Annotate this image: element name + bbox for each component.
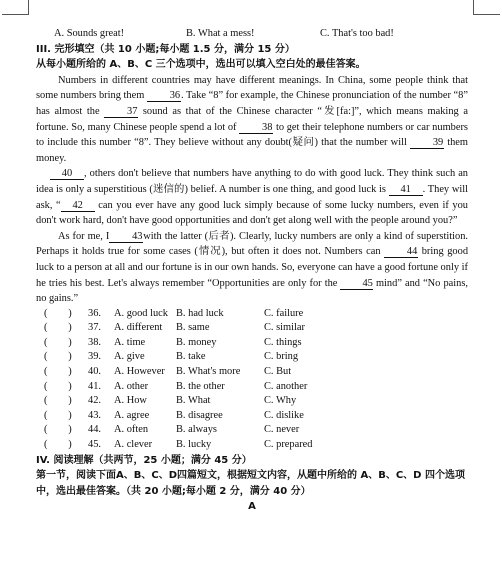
text: , others don't believe that numbers have anything to do with good luck. They think such an idea is only a superstitious (迷信的) belief. A number is one thing, and good luck is [36, 168, 468, 195]
option-b: B. disagree [176, 409, 223, 421]
option-c: C. dislike [264, 409, 304, 421]
text: Numbers in different countries may have different meanings. In China, some people think that some numbers bring them [36, 74, 468, 102]
cloze-paragraph-1 [36, 73, 468, 167]
passage-label: A [248, 501, 256, 513]
answer-bracket[interactable]: ( ) [44, 322, 72, 334]
blank-43: 43 [109, 231, 143, 243]
answer-bracket[interactable]: ( ) [44, 307, 72, 319]
choice-row [36, 380, 468, 395]
answer-bracket[interactable]: ( ) [44, 366, 72, 378]
answer-bracket[interactable]: ( ) [44, 351, 72, 363]
text: As for me, I [58, 230, 110, 242]
choice-row [36, 409, 468, 424]
cloze-instruction: 从每小题所给的 A、B、C 三个选项中，选出可以填入空白处的最佳答案。 [36, 59, 366, 71]
cloze-paragraph-2 [36, 166, 468, 228]
question-number: 42. [88, 395, 101, 407]
blank-42: 42 [61, 200, 95, 212]
answer-bracket[interactable]: ( ) [44, 380, 72, 392]
text: bring good luck to a person at all and our fortune is in our own hands. So, everyone can have a good fortune only if he tries his best. Let's always remember “Opportunities are only for the [36, 246, 469, 289]
option-c: C. But [264, 366, 292, 378]
question-number: 37. [88, 322, 101, 334]
choice-row [36, 307, 468, 322]
option-b: B. same [176, 322, 210, 334]
choice-row [36, 423, 468, 438]
question-number: 40. [88, 366, 101, 378]
option-b: B. take [176, 351, 206, 363]
question-number: 45. [88, 439, 101, 451]
option-b: B. always [176, 424, 217, 436]
choice-row [36, 394, 468, 409]
option-b: B. What [176, 395, 211, 407]
option-a: A. often [114, 424, 149, 436]
option-a: A. clever [114, 439, 153, 451]
text: to get their telephone numbers or car numbers to include this number “8”. They believe without any doubt(疑问) that the number will [36, 121, 468, 149]
blank-44: 44 [384, 246, 418, 258]
option-b: B. money [176, 336, 217, 348]
question-number: 38. [88, 336, 101, 348]
text: . Take “8” for example, the Chinese pronunciation of the number “8” has almost the [36, 90, 468, 117]
option-a: A. agree [114, 409, 150, 421]
text: with the latter (后者). Clearly, lucky numbers are only a kind of superstition. Perhaps it holds true for some cases (情况), but often it does not. Numbers can [36, 230, 468, 258]
blank-40: 40 [50, 168, 84, 180]
option-c: C. never [264, 424, 300, 436]
top-left-corner-mark [2, 0, 29, 15]
option-b: B. the other [176, 380, 225, 392]
option-c: C. things [264, 336, 302, 348]
previous-question-options [36, 26, 468, 42]
answer-bracket[interactable]: ( ) [44, 409, 72, 421]
option-b: B. had luck [176, 307, 224, 319]
question-number: 39. [88, 351, 101, 363]
answer-bracket[interactable]: ( ) [44, 439, 72, 451]
blank-45: 45 [340, 278, 372, 290]
option-b: B. What a mess! [186, 28, 255, 39]
blank-41: 41 [389, 184, 423, 196]
option-a: A. However [114, 366, 165, 378]
choice-row [36, 365, 468, 380]
option-c: C. That's too bad! [320, 28, 394, 39]
option-a: A. different [114, 322, 163, 334]
blank-36: 36 [147, 90, 181, 102]
option-c: C. bring [264, 351, 299, 363]
option-a: A. other [114, 380, 149, 392]
cloze-heading: III. 完形填空（共 10 小题;每小题 1.5 分，满分 15 分） [36, 43, 295, 55]
text: mind” and “No pains, no gains.” [36, 277, 468, 305]
text: sound as that of the Chinese character “发[fa:]”, which means making a fortune. So, many Chinese people spend a lot of [36, 105, 468, 133]
choice-row [36, 336, 468, 351]
choice-row [36, 321, 468, 336]
choice-row [36, 350, 468, 365]
option-a: A. Sounds great! [54, 28, 125, 39]
text: them money. [36, 137, 468, 164]
option-a: A. time [114, 336, 146, 348]
answer-bracket[interactable]: ( ) [44, 395, 72, 407]
exam-page [36, 26, 468, 515]
top-right-corner-mark [473, 0, 500, 15]
question-number: 44. [88, 424, 101, 436]
blank-38: 38 [239, 122, 273, 134]
option-a: A. good luck [114, 307, 168, 319]
blank-37: 37 [104, 106, 138, 118]
reading-instruction: 第一节，阅读下面A、B、C、D四篇短文，根据短文内容，从题中所给的 A、B、C、D 四个选项中，选出最佳答案。（共 20 小题;每小题 2 分，满分 40 分） [36, 470, 465, 497]
option-a: A. How [114, 395, 147, 407]
choice-row [36, 438, 468, 453]
answer-bracket[interactable]: ( ) [44, 336, 72, 348]
option-c: C. similar [264, 322, 305, 334]
option-c: C. another [264, 380, 308, 392]
question-number: 43. [88, 409, 101, 421]
question-number: 41. [88, 380, 101, 392]
option-b: B. lucky [176, 439, 212, 451]
answer-bracket[interactable]: ( ) [44, 424, 72, 436]
text: can you ever have any good luck simply because of some lucky numbers, even if you don't work hard, don't have good opportunities and don't get along well with the people around you?” [36, 199, 468, 227]
reading-heading: IV. 阅读理解（共两节，25 小题；满分 45 分） [36, 454, 252, 466]
option-c: C. failure [264, 307, 304, 319]
option-c: C. prepared [264, 439, 313, 451]
cloze-paragraph-3 [36, 229, 468, 307]
option-b: B. What's more [176, 366, 241, 378]
text: . They will ask, “ [36, 183, 469, 211]
blank-39: 39 [410, 137, 444, 149]
question-number: 36. [88, 307, 101, 319]
option-a: A. give [114, 351, 145, 363]
answer-choices [36, 307, 468, 453]
option-c: C. Why [264, 395, 297, 407]
